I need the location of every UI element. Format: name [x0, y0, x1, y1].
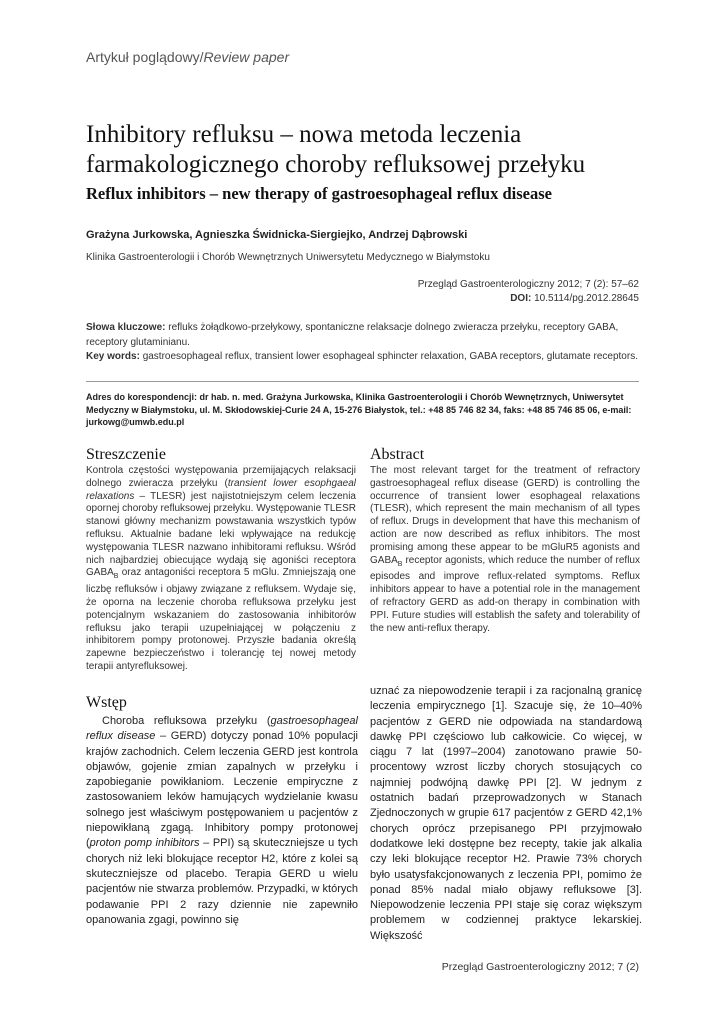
article-type-label	[86, 49, 289, 65]
wstep-part-3: – PPI) są skuteczniejsze u tych chorych niż leki blokujące receptor H2, które z kolei są skuteczniejsze od placebo. Terapia GERD u wielu pacjentów nie stwarza problemów. Przypadki, w których podawanie PPI 2 razy dziennie nie zapewniło opanowania zgagi, powinno się	[86, 837, 358, 926]
keywords-en-label: Key words:	[86, 351, 140, 362]
streszczenie-part-3: oraz antagoniści receptora 5 mGlu. Zmniejszają one liczbę refluksów i objawy związane z refluksem. Wydaje się, że oporna na leczenie choroba refluksowa przełyku jest potencjalnym wskazaniem do zastosowania inhibitorów refluksu jako terapii uzupełniającej w połączeniu z inhibitorem pompy protonowej. Przyszłe badania określą zapewne bezpieczeństwo i tolerancję tej nowej metody terapii antyrefluksowej.	[86, 567, 356, 672]
correspondence-address	[86, 391, 642, 429]
abstract-part-2: receptor agonists, which reduce the number of reflux episodes and improve reflux-related symptoms. Reflux inhibitors appear to have a potential role in the management of refractory GERD as add-on therapy in combination with PPI. Future studies will establish the safety and tolerability of the new anti-reflux therapy.	[370, 554, 640, 634]
doi-label: DOI:	[510, 293, 532, 304]
keywords-pl-label: Słowa kluczowe:	[86, 322, 166, 333]
wstep-heading: Wstęp	[86, 694, 127, 711]
authors: Grażyna Jurkowska, Agnieszka Świdnicka-Siergiejko, Andrzej Dąbrowski	[86, 229, 468, 241]
article-title: Inhibitory refluksu – nowa metoda leczenia farmakologicznego choroby refluksowej przełyku	[86, 121, 586, 178]
journal-citation: Przegląd Gastroenterologiczny 2012; 7 (2): 57–62	[417, 279, 639, 290]
streszczenie-subscript: B	[113, 573, 119, 581]
body-text-right-column: uznać za niepowodzenie terapii i za racjonalną granicę leczenia empirycznego [1]. Szacuje się, że 10–40% pacjentów z GERD nie odpowiada na standardową dawkę PPI częściowo lub całkowicie. Co więcej, w ciągu 7 lat (1997–2004) zanotowano prawie 50-procentowy wzrost liczby chorych stosujących co najmniej podwójną dawkę PPI [2]. W jednym z ostatnich badań przeprowadzonych w Stanach Zjednoczonych w grupie 617 pacjentów z GERD 42,1% chorych oprócz przepisanego PPI przyjmowało dodatkowe leki dostępne bez recepty, takie jak alkalia czy leki blokujące receptor H2. Prawie 73% chorych było usatysfakcjonowanych z leczenia PPI, pomimo że ponad 85% nadal miało objawy refluksowe [3]. Niepowodzenie leczenia PPI staje się coraz większym problemem w codziennej praktyce lekarskiej. Większość	[370, 685, 642, 942]
correspondence-label: Adres do korespondencji:	[86, 392, 198, 402]
wstep-part-1: Choroba refluksowa przełyku (	[102, 715, 271, 727]
article-type-pl: Artykuł poglądowy/	[86, 49, 204, 65]
article-title-english: Reflux inhibitors – new therapy of gastroesophageal reflux disease	[86, 184, 552, 203]
streszczenie-heading: Streszczenie	[86, 446, 166, 463]
article-type-en: Review paper	[203, 49, 290, 65]
citation-block	[418, 278, 639, 306]
wstep-part-2: – GERD) dotyczy ponad 10% populacji krajów zachodnich. Celem leczenia GERD jest kontrola objawów, gojenie zmian zapalnych w przełyku i zapobieganie powikłaniom. Leczenie empiryczne z zastosowaniem leków hamujących wydzielanie kwasu solnego jest właściwym postępowaniem u pacjentów z niepowikłaną zgagą. Inhibitory pompy protonowej (	[86, 730, 359, 850]
wstep-italic-term-1: gastroesophageal reflux disease	[86, 715, 358, 743]
abstract-subscript: B	[397, 560, 403, 568]
streszczenie-part-1: Kontrola częstości występowania przemijających relaksacji dolnego zwieracza przełyku (	[86, 465, 356, 489]
streszczenie-text	[86, 465, 356, 674]
abstract-part-1: The most relevant target for the treatment of refractory gastroesophageal reflux disease (GERD) is controlling the occurrence of transient lower esophageal relaxations (TLESR), which represent the main mechanism of all types of reflux. Drugs in development that have this mechanism of action are now described as reflux inhibitors. The most promising among these appear to be mGluR5 agonists and GABA	[370, 465, 640, 566]
wstep-italic-term-2: proton pomp inhibitors	[89, 837, 200, 850]
keywords-polish	[86, 320, 642, 350]
correspondence-text: dr hab. n. med. Grażyna Jurkowska, Klinika Gastroenterologii i Chorób Wewnętrznych, Uniwersytet Medyczny w Białymstoku, ul. M. Skłodowskiej-Curie 24 A, 15-276 Białystok, tel.: +48 85 746 82 34, faks: +48 85 746 85 06, e-mail: jurkowg@umwb.edu.pl	[86, 392, 632, 427]
keywords-en-text: gastroesophageal reflux, transient lower esophageal sphincter relaxation, GABA receptors, glutamate receptors.	[142, 351, 638, 362]
doi-line	[418, 292, 639, 306]
streszczenie-italic-term: transient lower esophgaeal relaxations	[86, 477, 357, 502]
streszczenie-part-2: – TLESR) jest najistotniejszym celem leczenia opornej choroby refluksowej przełyku. Występowanie TLESR stanowi główny mechanizm powstawania wszystkich typów refluksu. Aktualnie badane leki wpływające na redukcję występowania TLESR nazwano inhibitorami refluksu. Wśród nich najbardziej obiecujące wydają się agoniści receptora GABA	[86, 490, 356, 579]
divider	[86, 381, 639, 382]
keywords-english	[86, 349, 642, 364]
keywords-pl-text: refluks żołądkowo-przełykowy, spontaniczne relaksacje dolnego zwieracza przełyku, receptory GABA, receptory glutaminianu.	[86, 322, 619, 348]
affiliation: Klinika Gastroenterologii i Chorób Wewnętrznych Uniwersytetu Medycznego w Białymstoku	[86, 252, 490, 263]
doi-value[interactable]: 10.5114/pg.2012.28645	[534, 293, 639, 304]
page-footer: Przegląd Gastroenterologiczny 2012; 7 (2)	[441, 961, 639, 973]
wstep-text	[86, 714, 358, 928]
abstract-text	[370, 465, 640, 635]
abstract-heading: Abstract	[370, 446, 425, 463]
